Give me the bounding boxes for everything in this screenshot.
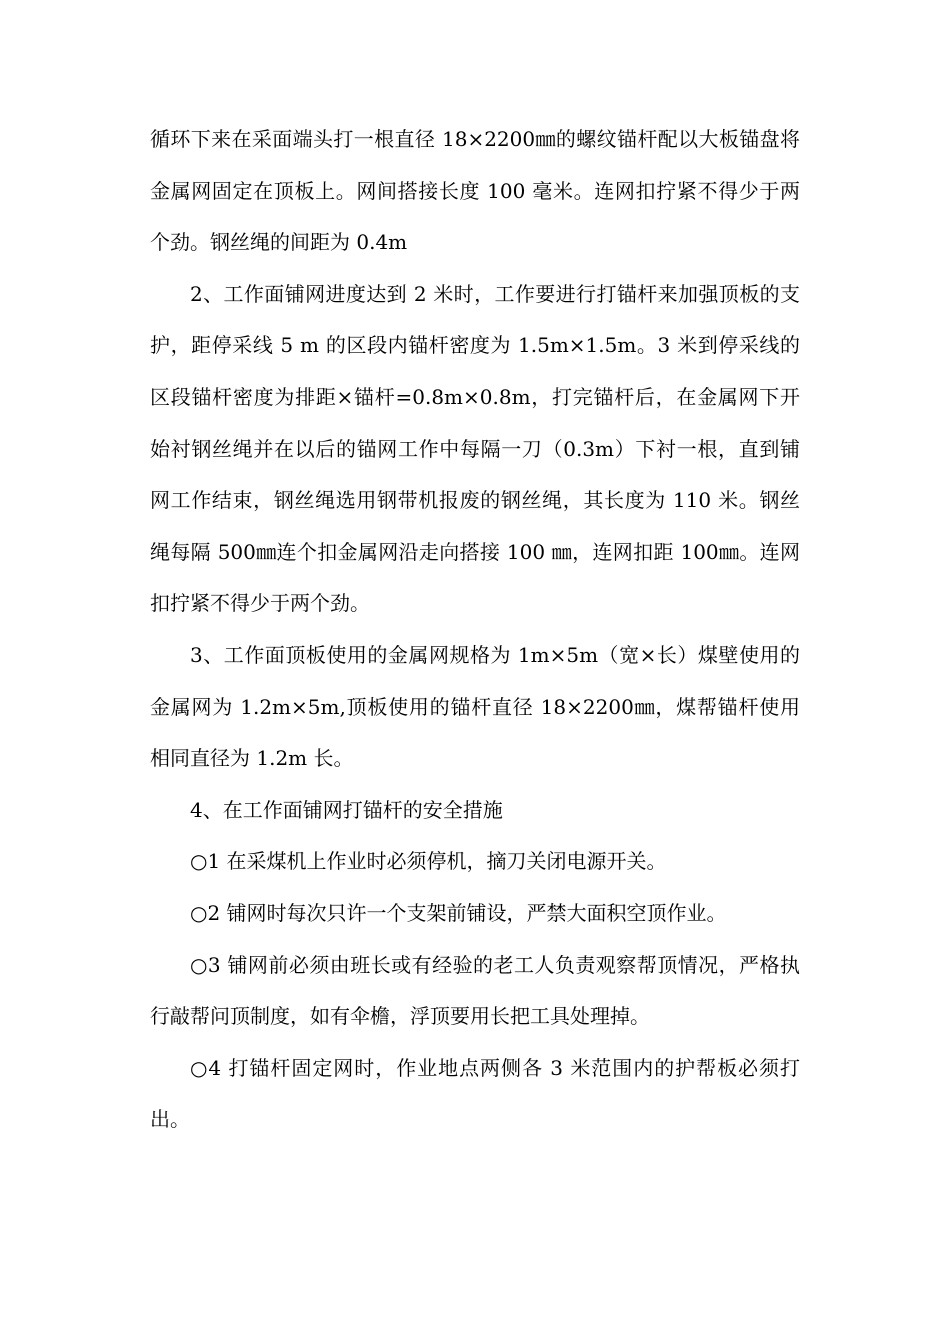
- paragraph-item-4-safety-heading: 4、在工作面铺网打锚杆的安全措施: [190, 797, 503, 822]
- document-body: [150, 114, 800, 1146]
- paragraph-safety-3: ○3 铺网前必须由班长或有经验的老工人负责观察帮顶情况，严格执行敲帮问顶制度，如有伞檐，浮顶要用长把工具处理掉。: [150, 952, 800, 1029]
- paragraph-item-3-mesh-spec: 3、工作面顶板使用的金属网规格为 1m×5m（宽×长）煤壁使用的金属网为 1.2m×5m,顶板使用的锚杆直径 18×2200㎜，煤帮锚杆使用相同直径为 1.2m 长。: [150, 642, 800, 771]
- paragraph-safety-2: ○2 铺网时每次只许一个支架前铺设，严禁大面积空顶作业。: [190, 900, 727, 925]
- paragraph-item-2-roof-support: 2、工作面铺网进度达到 2 米时，工作要进行打锚杆来加强顶板的支护，距停采线 5 m 的区段内锚杆密度为 1.5m×1.5m。3 米到停采线的区段锚杆密度为排距×锚杆=0.8m×0.8m，打完锚杆后，在金属网下开始衬钢丝绳并在以后的锚网工作中每隔一刀（0.3m）下衬一根，直到铺网工作结束，钢丝绳选用钢带机报废的钢丝绳，其长度为 110 米。钢丝绳每隔 500㎜连个扣金属网沿走向搭接 100 ㎜，连网扣距 100㎜。连网扣拧紧不得少于两个劲。: [150, 281, 800, 616]
- paragraph-safety-4: ○4 打锚杆固定网时，作业地点两侧各 3 米范围内的护帮板必须打出。: [150, 1055, 800, 1132]
- paragraph-anchor-fixing: 循环下来在采面端头打一根直径 18×2200㎜的螺纹锚杆配以大板锚盘将金属网固定在顶板上。网间搭接长度 100 毫米。连网扣拧紧不得少于两个劲。钢丝绳的间距为 0.4m: [150, 127, 800, 255]
- paragraph-safety-1: ○1 在采煤机上作业时必须停机，摘刀关闭电源开关。: [190, 849, 667, 874]
